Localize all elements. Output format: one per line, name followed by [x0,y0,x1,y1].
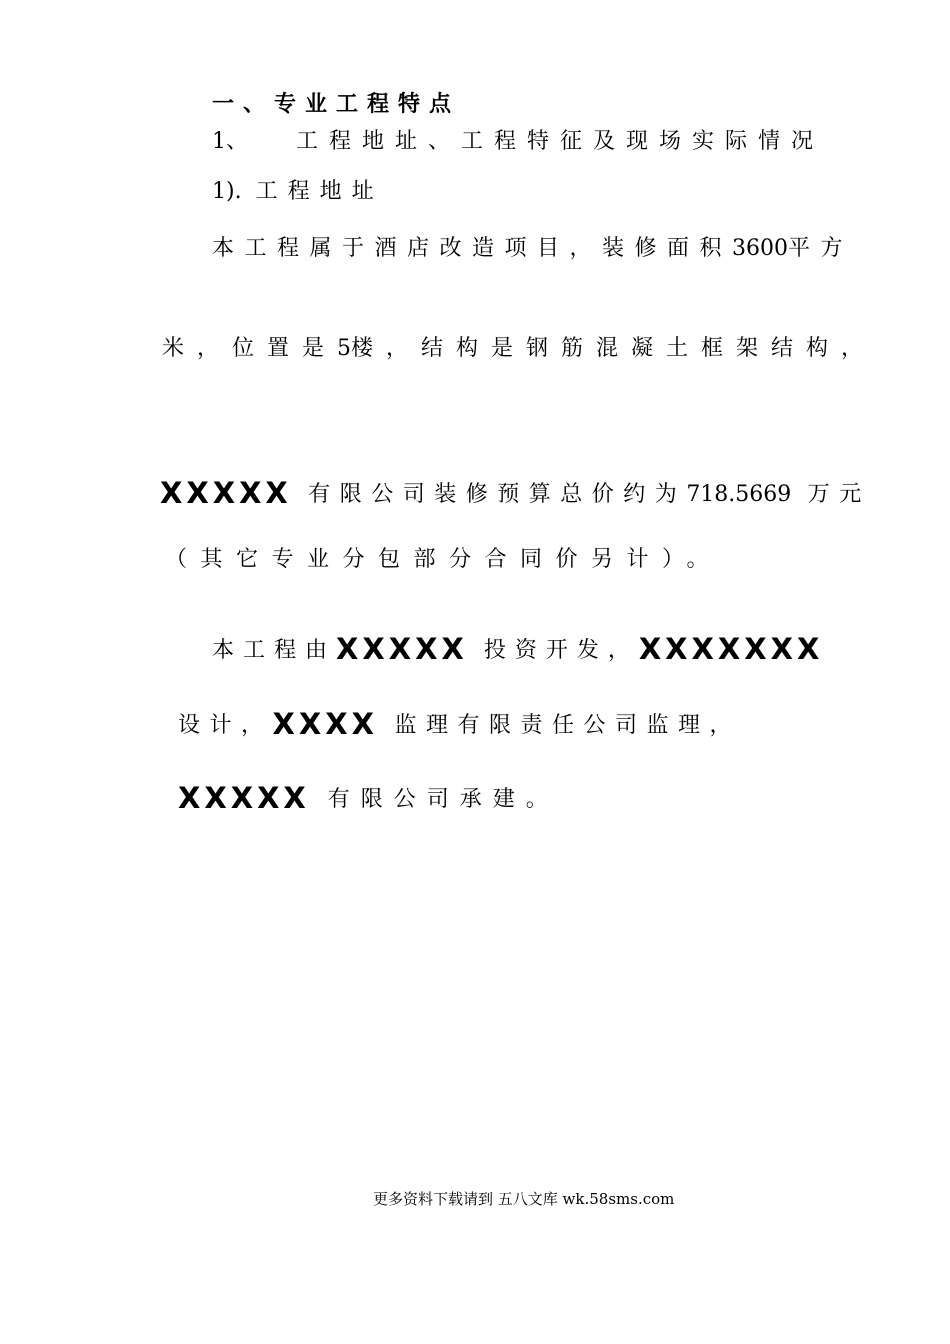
p2-text-b: 楼，结构是钢筋混凝土框架结构， [351,336,877,361]
p6-text: 设计， [178,713,273,738]
paragraph-line-5 [212,634,823,666]
supervisor-placeholder: XXXX [272,707,378,741]
paragraph-line-4: （其它专业分包部分合同价另计）。 [165,547,723,572]
p5-text: 本工程由 [212,638,337,663]
budget-amount: 718.5669 [686,482,792,507]
section-title: 一、专业工程特点 [212,92,461,117]
paragraph-line-1 [212,234,853,264]
footer-note: 更多资料下载请到 五八文库 wk.58sms.com [373,1190,675,1208]
paragraph-line-2 [162,334,876,364]
builder-placeholder: XXXXX [178,781,310,815]
item-title: 工程地址 [255,179,384,204]
floor-value: 5 [337,336,352,361]
designer-placeholder: XXXXXXX [638,632,824,666]
p7-text: 有限公司承建。 [327,787,559,812]
p1-unit: 平方 [788,236,854,261]
investor-placeholder: XXXXX [336,632,468,666]
paragraph-line-6 [178,709,741,741]
p5-text2: 投资开发， [483,638,639,663]
company-placeholder: XXXXX [160,476,292,510]
paragraph-line-7 [178,783,559,815]
p1-text: 本工程属于酒店改造项目，装修面积 [212,236,733,261]
subsection-number: 1、 [212,129,248,154]
p3-text: 有限公司装修预算总价约为 [308,482,687,507]
subsection-title: 工程地址、工程特征及现场实际情况 [296,129,825,154]
item-heading [212,177,384,207]
item-number: 1). [212,179,242,204]
p6-text2: 监理有限责任公司监理， [394,713,741,738]
subsection-heading [212,127,824,157]
paragraph-line-3 [160,478,871,510]
p3-unit: 万元 [807,482,871,507]
p2-text-a: 米，位置是 [162,336,338,361]
area-value: 3600 [732,236,789,261]
